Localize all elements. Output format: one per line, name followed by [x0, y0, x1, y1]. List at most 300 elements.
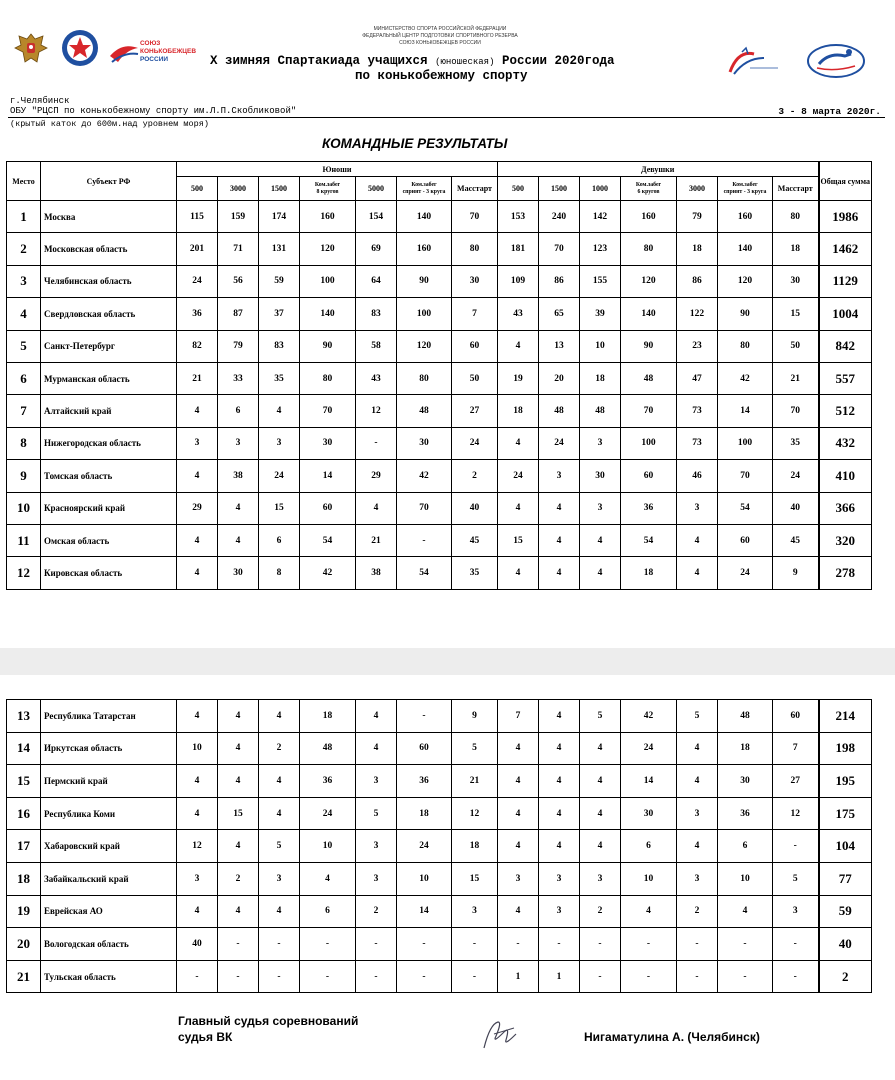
girls-score-cell: 60 — [621, 460, 677, 492]
city: г.Челябинск — [10, 96, 70, 106]
girls-score-cell: 90 — [718, 298, 773, 330]
boys-score-cell: 100 — [300, 265, 356, 297]
girls-score-cell: 3 — [498, 862, 539, 895]
boys-score-cell: 27 — [452, 395, 498, 427]
rink-info: (крытый каток до 600м.над уровнем моря) — [10, 119, 209, 129]
girls-score-cell: 4 — [539, 765, 580, 798]
subject-name-cell: Мурманская область — [41, 362, 177, 394]
star-emblem-logo — [58, 28, 102, 68]
footer-chief-judge-title: Главный судья соревнований — [178, 1014, 359, 1028]
boys-score-cell: 160 — [300, 201, 356, 233]
girls-score-cell: 80 — [621, 233, 677, 265]
header-boys: Юноши — [177, 162, 498, 177]
boys-score-cell: 60 — [397, 732, 452, 765]
girls-score-cell: 40 — [773, 492, 819, 524]
girls-score-cell: 4 — [539, 732, 580, 765]
girls-score-cell: - — [718, 928, 773, 961]
girls-score-cell: - — [580, 960, 621, 993]
girls-score-cell: 120 — [718, 265, 773, 297]
boys-score-cell: - — [259, 960, 300, 993]
girls-score-cell: 73 — [677, 427, 718, 459]
girls-col-header: 500 — [498, 177, 539, 201]
boys-score-cell: 4 — [218, 492, 259, 524]
boys-score-cell: 5 — [452, 732, 498, 765]
boys-score-cell: 2 — [452, 460, 498, 492]
boys-score-cell: 64 — [356, 265, 397, 297]
ministry-lines — [330, 26, 550, 47]
girls-score-cell: 4 — [539, 700, 580, 733]
boys-score-cell: 120 — [397, 330, 452, 362]
girls-score-cell: 86 — [677, 265, 718, 297]
girls-score-cell: 1 — [539, 960, 580, 993]
ministry-line-2: ФЕДЕРАЛЬНЫЙ ЦЕНТР ПОДГОТОВКИ СПОРТИВНОГО РЕЗЕРВА — [362, 33, 518, 39]
girls-col-header: 1500 — [539, 177, 580, 201]
table-row — [7, 557, 872, 589]
total-score-cell: 214 — [819, 700, 872, 733]
total-score-cell: 175 — [819, 797, 872, 830]
ministry-line-1: МИНИСТЕРСТВО СПОРТА РОССИЙСКОЙ ФЕДЕРАЦИИ — [373, 26, 507, 32]
total-score-cell: 198 — [819, 732, 872, 765]
table-row — [7, 492, 872, 524]
boys-col-header-sub: 8 кругов — [316, 188, 339, 195]
girls-score-cell: 42 — [718, 362, 773, 394]
subject-name-cell: Еврейская АО — [41, 895, 177, 928]
boys-score-cell: 4 — [177, 765, 218, 798]
girls-score-cell: 14 — [621, 765, 677, 798]
girls-col-header — [718, 177, 773, 201]
boys-score-cell: 140 — [397, 201, 452, 233]
girls-score-cell: 70 — [621, 395, 677, 427]
subject-name-cell: Москва — [41, 201, 177, 233]
subject-name-cell: Алтайский край — [41, 395, 177, 427]
place-cell: 17 — [7, 830, 41, 863]
boys-score-cell: 131 — [259, 233, 300, 265]
boys-score-cell: 70 — [397, 492, 452, 524]
table-row — [7, 830, 872, 863]
place-cell: 14 — [7, 732, 41, 765]
skater-logo — [805, 42, 867, 80]
girls-score-cell: 19 — [498, 362, 539, 394]
boys-score-cell: 120 — [300, 233, 356, 265]
boys-score-cell: 4 — [356, 492, 397, 524]
organization: ОБУ "РЦСП по конькобежному спорту им.Л.П.Скобликовой" — [10, 106, 297, 116]
header-place: Место — [7, 162, 41, 201]
place-cell: 20 — [7, 928, 41, 961]
subject-name-cell: Нижегородская область — [41, 427, 177, 459]
girls-score-cell: 48 — [580, 395, 621, 427]
subject-name-cell: Омская область — [41, 524, 177, 556]
header-subject: Субъект РФ — [41, 162, 177, 201]
boys-score-cell: 33 — [218, 362, 259, 394]
boys-score-cell: 48 — [300, 732, 356, 765]
boys-score-cell: 36 — [300, 765, 356, 798]
girls-score-cell: 4 — [677, 732, 718, 765]
boys-score-cell: 14 — [300, 460, 356, 492]
place-cell: 6 — [7, 362, 41, 394]
table-row — [7, 201, 872, 233]
boys-score-cell: 80 — [300, 362, 356, 394]
boys-col-header: 500 — [177, 177, 218, 201]
boys-score-cell: 90 — [300, 330, 356, 362]
table-row — [7, 928, 872, 961]
boys-score-cell: 4 — [177, 460, 218, 492]
boys-score-cell: 45 — [452, 524, 498, 556]
girls-score-cell: 3 — [580, 427, 621, 459]
girls-score-cell: 36 — [621, 492, 677, 524]
girls-score-cell: 48 — [718, 700, 773, 733]
boys-score-cell: 12 — [452, 797, 498, 830]
place-cell: 5 — [7, 330, 41, 362]
header-divider — [8, 117, 885, 118]
subject-name-cell: Республика Татарстан — [41, 700, 177, 733]
boys-score-cell: 3 — [259, 862, 300, 895]
total-score-cell: 104 — [819, 830, 872, 863]
table-row — [7, 862, 872, 895]
header-total: Общая сумма — [819, 162, 872, 201]
results-table-page-1 — [6, 161, 872, 590]
boys-score-cell: 4 — [300, 862, 356, 895]
boys-col-header: 1500 — [259, 177, 300, 201]
boys-score-cell: 5 — [356, 797, 397, 830]
girls-score-cell: 123 — [580, 233, 621, 265]
boys-score-cell: 21 — [356, 524, 397, 556]
boys-score-cell: 24 — [397, 830, 452, 863]
girls-score-cell: 7 — [773, 732, 819, 765]
girls-score-cell: 181 — [498, 233, 539, 265]
event-subtitle: по конькобежному спорту — [355, 69, 528, 83]
boys-score-cell: - — [218, 960, 259, 993]
girls-score-cell: - — [677, 928, 718, 961]
boys-score-cell: 42 — [300, 557, 356, 589]
table-row — [7, 427, 872, 459]
girls-score-cell: 80 — [718, 330, 773, 362]
girls-score-cell: 6 — [718, 830, 773, 863]
subject-name-cell: Московская область — [41, 233, 177, 265]
girls-score-cell: 3 — [539, 862, 580, 895]
place-cell: 11 — [7, 524, 41, 556]
table-row — [7, 732, 872, 765]
boys-score-cell: 10 — [397, 862, 452, 895]
boys-col-header-top: Ком.забег — [411, 181, 437, 188]
girls-score-cell: 18 — [677, 233, 718, 265]
place-cell: 8 — [7, 427, 41, 459]
results-table-page-2 — [6, 699, 872, 993]
boys-score-cell: 24 — [300, 797, 356, 830]
girls-score-cell: 15 — [498, 524, 539, 556]
girls-score-cell: 30 — [718, 765, 773, 798]
boys-score-cell: 18 — [300, 700, 356, 733]
girls-score-cell: 24 — [718, 557, 773, 589]
girls-col-header: 1000 — [580, 177, 621, 201]
boys-score-cell: 3 — [177, 427, 218, 459]
boys-col-header-top: Ком.забег — [314, 181, 341, 188]
place-cell: 10 — [7, 492, 41, 524]
boys-score-cell: 4 — [177, 524, 218, 556]
girls-score-cell: 4 — [677, 830, 718, 863]
place-cell: 16 — [7, 797, 41, 830]
girls-score-cell: 9 — [773, 557, 819, 589]
girls-score-cell: 42 — [621, 700, 677, 733]
girls-score-cell: 4 — [539, 797, 580, 830]
boys-col-header: 5000 — [356, 177, 397, 201]
event-title-small: (юношеская) — [435, 57, 495, 67]
place-cell: 4 — [7, 298, 41, 330]
ministry-line-3: СОЮЗ КОНЬКОБЕЖЦЕВ РОССИИ — [399, 40, 481, 46]
total-score-cell: 366 — [819, 492, 872, 524]
boys-score-cell: 40 — [177, 928, 218, 961]
subject-name-cell: Хабаровский край — [41, 830, 177, 863]
boys-col-header — [300, 177, 356, 201]
girls-score-cell: 13 — [539, 330, 580, 362]
boys-score-cell: 37 — [259, 298, 300, 330]
total-score-cell: 40 — [819, 928, 872, 961]
boys-score-cell: 10 — [177, 732, 218, 765]
subject-name-cell: Республика Коми — [41, 797, 177, 830]
girls-score-cell: 160 — [718, 201, 773, 233]
boys-score-cell: - — [397, 700, 452, 733]
boys-score-cell: 4 — [218, 700, 259, 733]
subject-name-cell: Санкт-Петербург — [41, 330, 177, 362]
girls-score-cell: - — [773, 960, 819, 993]
boys-score-cell: 30 — [300, 427, 356, 459]
boys-score-cell: 24 — [177, 265, 218, 297]
girls-score-cell: 3 — [677, 492, 718, 524]
girls-score-cell: 70 — [539, 233, 580, 265]
girls-score-cell: 2 — [580, 895, 621, 928]
girls-score-cell: 4 — [580, 557, 621, 589]
boys-col-header: 3000 — [218, 177, 259, 201]
girls-score-cell: - — [580, 928, 621, 961]
girls-score-cell: 80 — [773, 201, 819, 233]
girls-score-cell: 86 — [539, 265, 580, 297]
page-separator — [0, 648, 895, 675]
girls-col-header-sub: 6 кругов — [637, 188, 660, 195]
girls-score-cell: - — [677, 960, 718, 993]
subject-name-cell: Тульская область — [41, 960, 177, 993]
girls-col-header: Масстарт — [773, 177, 819, 201]
girls-score-cell: 3 — [677, 862, 718, 895]
boys-score-cell: 71 — [218, 233, 259, 265]
header-girls: Девушки — [498, 162, 819, 177]
boys-score-cell: 4 — [218, 830, 259, 863]
boys-score-cell: 30 — [397, 427, 452, 459]
boys-score-cell: 79 — [218, 330, 259, 362]
table-row — [7, 330, 872, 362]
place-cell: 7 — [7, 395, 41, 427]
girls-score-cell: 4 — [498, 732, 539, 765]
girls-score-cell: 4 — [498, 830, 539, 863]
boys-score-cell: 83 — [259, 330, 300, 362]
boys-score-cell: 3 — [177, 862, 218, 895]
girls-score-cell: 140 — [621, 298, 677, 330]
boys-score-cell: 59 — [259, 265, 300, 297]
table-row — [7, 298, 872, 330]
boys-score-cell: 4 — [259, 765, 300, 798]
boys-score-cell: - — [397, 524, 452, 556]
girls-score-cell: 160 — [621, 201, 677, 233]
boys-score-cell: 3 — [356, 862, 397, 895]
total-score-cell: 195 — [819, 765, 872, 798]
girls-score-cell: 30 — [773, 265, 819, 297]
total-score-cell: 1986 — [819, 201, 872, 233]
boys-score-cell: 4 — [218, 765, 259, 798]
girls-score-cell: 4 — [580, 830, 621, 863]
boys-score-cell: 58 — [356, 330, 397, 362]
girls-score-cell: 73 — [677, 395, 718, 427]
boys-col-header-sub: спринт - 3 круга — [402, 188, 446, 195]
girls-score-cell: 4 — [498, 765, 539, 798]
girls-score-cell: 48 — [621, 362, 677, 394]
total-score-cell: 1462 — [819, 233, 872, 265]
total-score-cell: 320 — [819, 524, 872, 556]
table-row — [7, 765, 872, 798]
girls-col-header-top: Ком.забег — [732, 181, 758, 188]
girls-score-cell: - — [539, 928, 580, 961]
event-title-main: X зимняя Спартакиада учащихся — [210, 54, 428, 68]
girls-score-cell: 142 — [580, 201, 621, 233]
girls-score-cell: 4 — [498, 557, 539, 589]
girls-score-cell: 18 — [773, 233, 819, 265]
place-cell: 19 — [7, 895, 41, 928]
boys-score-cell: 140 — [300, 298, 356, 330]
skating-union-logo — [108, 36, 200, 68]
boys-score-cell: 12 — [177, 830, 218, 863]
girls-score-cell: 10 — [718, 862, 773, 895]
girls-score-cell: 14 — [718, 395, 773, 427]
footer-judge-category: судья ВК — [178, 1030, 233, 1044]
boys-score-cell: - — [259, 928, 300, 961]
girls-score-cell: 36 — [718, 797, 773, 830]
table-row — [7, 395, 872, 427]
girls-score-cell: 1 — [498, 960, 539, 993]
boys-score-cell: 54 — [397, 557, 452, 589]
girls-score-cell: 27 — [773, 765, 819, 798]
boys-score-cell: 36 — [397, 765, 452, 798]
boys-score-cell: 43 — [356, 362, 397, 394]
total-score-cell: 59 — [819, 895, 872, 928]
boys-score-cell: 3 — [356, 830, 397, 863]
place-cell: 12 — [7, 557, 41, 589]
boys-score-cell: 36 — [177, 298, 218, 330]
girls-score-cell: 24 — [773, 460, 819, 492]
total-score-cell: 557 — [819, 362, 872, 394]
boys-score-cell: 70 — [300, 395, 356, 427]
girls-score-cell: - — [773, 830, 819, 863]
coat-of-arms-logo — [12, 30, 50, 66]
girls-score-cell: 45 — [773, 524, 819, 556]
event-dates: 3 - 8 марта 2020г. — [778, 106, 881, 117]
girls-score-cell: 90 — [621, 330, 677, 362]
girls-score-cell: 54 — [621, 524, 677, 556]
subject-name-cell: Челябинская область — [41, 265, 177, 297]
boys-score-cell: 4 — [259, 395, 300, 427]
girls-score-cell: 4 — [677, 765, 718, 798]
boys-score-cell: - — [356, 427, 397, 459]
girls-score-cell: 70 — [718, 460, 773, 492]
girls-col-header — [621, 177, 677, 201]
girls-score-cell: 4 — [580, 524, 621, 556]
table-row — [7, 362, 872, 394]
boys-score-cell: 6 — [218, 395, 259, 427]
place-cell: 2 — [7, 233, 41, 265]
girls-score-cell: 20 — [539, 362, 580, 394]
total-score-cell: 842 — [819, 330, 872, 362]
boys-score-cell: 70 — [452, 201, 498, 233]
footer-judge-name: Нигаматулина А. (Челябинск) — [584, 1030, 760, 1044]
girls-score-cell: 54 — [718, 492, 773, 524]
boys-score-cell: 80 — [397, 362, 452, 394]
boys-score-cell: 90 — [397, 265, 452, 297]
girls-score-cell: 4 — [498, 895, 539, 928]
union-logo-text-1: СОЮЗ — [140, 40, 161, 47]
boys-score-cell: 21 — [452, 765, 498, 798]
total-score-cell: 1004 — [819, 298, 872, 330]
boys-score-cell: - — [452, 928, 498, 961]
girls-score-cell: 39 — [580, 298, 621, 330]
boys-score-cell: - — [397, 960, 452, 993]
document-header — [0, 0, 895, 160]
union-logo-text-2: КОНЬКОБЕЖЦЕВ — [140, 48, 197, 55]
table-row — [7, 797, 872, 830]
girls-score-cell: 3 — [580, 862, 621, 895]
girls-score-cell: 3 — [580, 492, 621, 524]
boys-score-cell: 87 — [218, 298, 259, 330]
boys-score-cell: 4 — [177, 557, 218, 589]
event-title-end: России 2020года — [502, 54, 615, 68]
boys-score-cell: 38 — [218, 460, 259, 492]
girls-score-cell: 4 — [677, 524, 718, 556]
girls-score-cell: 4 — [580, 765, 621, 798]
total-score-cell: 410 — [819, 460, 872, 492]
girls-score-cell: 109 — [498, 265, 539, 297]
boys-score-cell: 56 — [218, 265, 259, 297]
total-score-cell: 432 — [819, 427, 872, 459]
boys-score-cell: 2 — [218, 862, 259, 895]
boys-score-cell: 42 — [397, 460, 452, 492]
boys-score-cell: 3 — [356, 765, 397, 798]
boys-score-cell: 29 — [177, 492, 218, 524]
girls-score-cell: 3 — [539, 895, 580, 928]
girls-score-cell: 4 — [498, 797, 539, 830]
boys-score-cell: 69 — [356, 233, 397, 265]
girls-score-cell: 5 — [677, 700, 718, 733]
table-row — [7, 233, 872, 265]
girls-score-cell: 100 — [718, 427, 773, 459]
girls-score-cell: 4 — [580, 732, 621, 765]
boys-score-cell: 4 — [259, 700, 300, 733]
boys-score-cell: 8 — [259, 557, 300, 589]
place-cell: 15 — [7, 765, 41, 798]
girls-score-cell: 10 — [580, 330, 621, 362]
boys-score-cell: 4 — [356, 732, 397, 765]
girls-score-cell: 24 — [539, 427, 580, 459]
girls-score-cell: 4 — [677, 557, 718, 589]
boys-score-cell: - — [452, 960, 498, 993]
girls-score-cell: 4 — [718, 895, 773, 928]
results-title: КОМАНДНЫЕ РЕЗУЛЬТАТЫ — [322, 136, 508, 151]
boys-score-cell: 4 — [218, 524, 259, 556]
girls-score-cell: 3 — [677, 797, 718, 830]
boys-score-cell: - — [356, 928, 397, 961]
total-score-cell: 1129 — [819, 265, 872, 297]
girls-score-cell: - — [718, 960, 773, 993]
total-score-cell: 512 — [819, 395, 872, 427]
girls-score-cell: 3 — [773, 895, 819, 928]
boys-score-cell: 160 — [397, 233, 452, 265]
boys-score-cell: 2 — [356, 895, 397, 928]
boys-score-cell: 5 — [259, 830, 300, 863]
total-score-cell: 278 — [819, 557, 872, 589]
